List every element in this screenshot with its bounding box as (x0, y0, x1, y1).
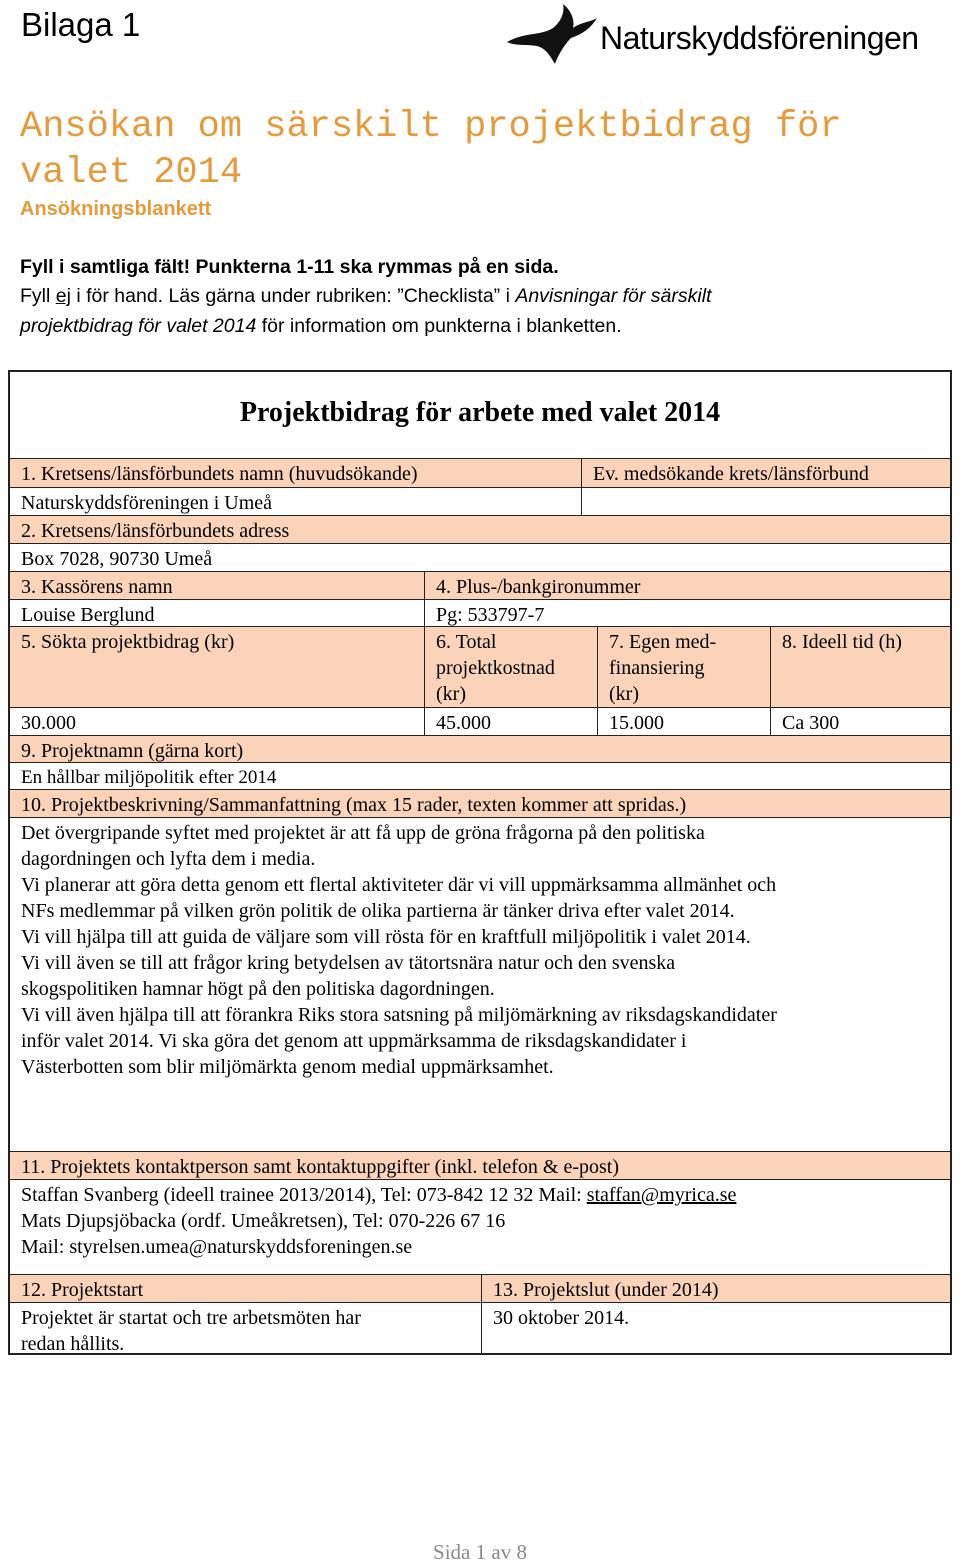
co-applicant-value[interactable] (581, 488, 950, 515)
description-line: Västerbotten som blir miljömärkta genom medial uppmärksamhet. (21, 1056, 554, 1078)
form-row-3-labels (10, 571, 950, 599)
form-row-10-value (10, 817, 950, 1151)
field-7-value[interactable]: 15.000 (597, 708, 770, 735)
instruction-line-3: projektbidrag för valet 2014 för information om punkterna i blanketten. (20, 315, 622, 337)
form-row-12-labels (10, 1274, 950, 1302)
brand-name: Naturskyddsföreningen (600, 20, 919, 56)
description-line: dagordningen och lyfta dem i media. (21, 848, 316, 870)
field-4-value[interactable]: Pg: 533797-7 (424, 600, 950, 626)
field-13-label: 13. Projektslut (under 2014) (481, 1275, 950, 1302)
bird-logo-icon (505, 2, 600, 66)
document-title (20, 104, 940, 196)
instruction-line-2: Fyll ej i för hand. Läs gärna under rubriken: ”Checklista” i Anvisningar för särskilt (20, 285, 712, 307)
field-9-label: 9. Projektnamn (gärna kort) (21, 740, 244, 762)
field-5-value[interactable]: 30.000 (21, 712, 76, 734)
form-row-2-label (10, 515, 950, 543)
page-number: Sida 1 av 8 (433, 1540, 527, 1564)
document-subtitle: Ansökningsblankett (20, 198, 212, 220)
field-2-value[interactable]: Box 7028, 90730 Umeå (21, 548, 213, 570)
form-row-11-value (10, 1179, 950, 1274)
application-form (8, 370, 952, 1355)
form-row-10-label (10, 789, 950, 817)
form-row-1-values (10, 487, 950, 515)
field-2-label: 2. Kretsens/länsförbundets adress (21, 520, 290, 542)
form-row-3-values (10, 599, 950, 626)
field-12-value[interactable]: Projektet är startat och tre arbetsmöten har redan hållits. (21, 1307, 361, 1355)
form-row-11-label (10, 1151, 950, 1179)
description-line: Vi vill även hjälpa till att förankra Riks stora satsning på miljömärkning av riksdagskandidater (21, 1004, 777, 1026)
field-9-value[interactable]: En hållbar miljöpolitik efter 2014 (21, 767, 277, 788)
description-line: skogspolitiken hamnar högt på den politiska dagordningen. (21, 978, 495, 1000)
field-1-value[interactable]: Naturskyddsföreningen i Umeå (21, 492, 273, 514)
field-6-value[interactable]: 45.000 (424, 708, 597, 735)
field-12-label: 12. Projektstart (21, 1279, 144, 1301)
contact-email-link[interactable]: staffan@myrica.se (586, 1184, 737, 1206)
form-row-5-values (10, 707, 950, 735)
field-8-label: 8. Ideell tid (h) (770, 627, 950, 707)
field-11-value[interactable]: Staffan Svanberg (ideell trainee 2013/2014), Tel: 073-842 12 32 Mail: staffan@myrica.se Mats Djupsjöbacka (ordf. Umeåkretsen), Tel: 070-226 67 16 Mail: styrelsen.umea@naturskyddsforeningen.se (21, 1184, 737, 1258)
description-line: Vi vill hjälpa till att guida de väljare som vill rösta för en kraftfull miljöpolitik i valet 2014. (21, 926, 751, 948)
field-3-value[interactable]: Louise Berglund (21, 604, 155, 626)
field-3-label: 3. Kassörens namn (21, 576, 173, 598)
field-7-label: 7. Egen med- finansiering (kr) (597, 627, 770, 707)
instruction-line-1: Fyll i samtliga fält! Punkterna 1-11 ska rymmas på en sida. (20, 256, 559, 278)
field-10-value[interactable] (10, 818, 950, 1151)
description-line: inför valet 2014. Vi ska göra det genom att uppmärksamma de riksdagskandidater i (21, 1030, 687, 1052)
field-6-label: 6. Total projektkostnad (kr) (424, 627, 597, 707)
co-applicant-label: Ev. medsökande krets/länsförbund (581, 459, 950, 487)
form-title: Projektbidrag för arbete med valet 2014 (239, 397, 721, 428)
form-row-9-value (10, 762, 950, 789)
form-row-9-label (10, 735, 950, 762)
form-row-1-labels (10, 458, 950, 487)
field-10-label: 10. Projektbeskrivning/Sammanfattning (max 15 rader, texten kommer att spridas.) (21, 794, 687, 816)
title-line-2: valet 2014 (20, 152, 243, 194)
field-5-label: 5. Sökta projektbidrag (kr) (21, 631, 235, 653)
field-1-label: 1. Kretsens/länsförbundets namn (huvudsökande) (21, 463, 418, 485)
description-line: Vi planerar att göra detta genom ett flertal aktiviteter där vi vill uppmärksamma allmänhet och (21, 874, 777, 896)
field-4-label: 4. Plus-/bankgironummer (424, 572, 950, 599)
attachment-label: Bilaga 1 (21, 6, 141, 43)
form-row-12-values (10, 1302, 950, 1355)
description-line: NFs medlemmar på vilken grön politik de olika partierna är tänker driva efter valet 2014. (21, 900, 735, 922)
field-8-value[interactable]: Ca 300 (770, 708, 950, 735)
field-13-value[interactable]: 30 oktober 2014. (481, 1303, 950, 1355)
description-line: Vi vill även se till att frågor kring betydelsen av tätortsnära natur och den svenska (21, 952, 676, 974)
description-line: Det övergripande syftet med projektet är att få upp de gröna frågorna på den politiska (21, 822, 705, 844)
form-row-2-value (10, 543, 950, 571)
field-11-label: 11. Projektets kontaktperson samt kontaktuppgifter (inkl. telefon & e-post) (21, 1156, 620, 1178)
title-line-1: Ansökan om särskilt projektbidrag för (20, 106, 842, 148)
form-row-5-labels (10, 626, 950, 707)
